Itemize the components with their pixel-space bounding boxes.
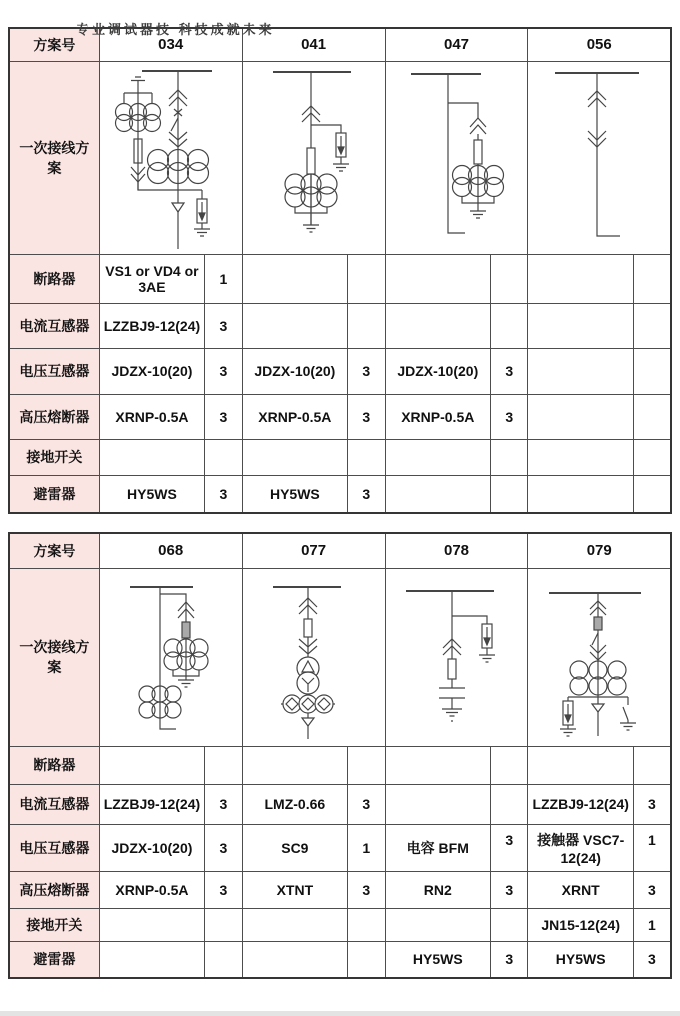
part-qty [348, 254, 386, 303]
part-qty [490, 439, 528, 475]
scheme-table-1 [8, 22, 672, 514]
part-qty: 3 [348, 394, 386, 439]
part-name [99, 746, 204, 784]
part-qty: 3 [205, 303, 243, 348]
part-qty [205, 439, 243, 475]
part-qty: 3 [205, 824, 243, 871]
part-qty: 3 [205, 394, 243, 439]
part-qty: 3 [490, 394, 528, 439]
part-name [242, 746, 347, 784]
part-name: SC9 [242, 824, 347, 871]
part-name [385, 475, 490, 513]
part-name [99, 908, 204, 941]
part-qty [490, 784, 528, 824]
part-name: XRNP-0.5A [99, 394, 204, 439]
part-qty: 3 [348, 784, 386, 824]
diagram-068 [100, 571, 241, 743]
part-qty [490, 303, 528, 348]
scheme-number-056: 056 [528, 28, 671, 61]
part-name [528, 439, 633, 475]
clipped-watermark-text: 专业调试器技 科技成就未来 [76, 22, 275, 37]
table-row-earth-switch [9, 908, 671, 941]
part-name [528, 303, 633, 348]
part-qty [490, 746, 528, 784]
part-qty [490, 908, 528, 941]
table-row-vt [9, 824, 671, 871]
part-qty: 3 [348, 348, 386, 394]
table-row-earth-switch [9, 439, 671, 475]
part-name: 电容 BFM [385, 824, 490, 871]
part-name: VS1 or VD4 or 3AE [99, 254, 204, 303]
row-label: 电流互感器 [9, 303, 99, 348]
part-name [528, 746, 633, 784]
part-name: LZZBJ9-12(24) [99, 303, 204, 348]
scheme-number-047: 047 [385, 28, 528, 61]
diagram-row [9, 568, 671, 746]
part-name [528, 394, 633, 439]
table-row-fuse [9, 871, 671, 908]
part-name [385, 254, 490, 303]
part-name: LMZ-0.66 [242, 784, 347, 824]
part-name: HY5WS [385, 941, 490, 978]
scheme-number-068: 068 [99, 533, 242, 568]
part-qty [205, 941, 243, 978]
diagram-047 [386, 63, 527, 253]
part-name [528, 348, 633, 394]
part-name [385, 303, 490, 348]
part-name: HY5WS [242, 475, 347, 513]
diagram-078 [386, 571, 527, 743]
part-qty: 3 [348, 475, 386, 513]
part-qty: 3 [348, 871, 386, 908]
part-qty [205, 908, 243, 941]
part-qty [633, 394, 671, 439]
part-qty: 1 [205, 254, 243, 303]
part-qty: 1 [348, 824, 386, 871]
table-row-ct [9, 303, 671, 348]
scheme-no-label: 方案号 [9, 28, 99, 61]
row-label: 电流互感器 [9, 784, 99, 824]
part-qty: 3 [633, 941, 671, 978]
part-name: JDZX-10(20) [99, 348, 204, 394]
part-name: HY5WS [99, 475, 204, 513]
part-qty [348, 439, 386, 475]
part-qty [205, 746, 243, 784]
scheme-number-041: 041 [242, 28, 385, 61]
part-qty [633, 303, 671, 348]
part-name [242, 908, 347, 941]
row-label: 断路器 [9, 254, 99, 303]
table-row-fuse [9, 394, 671, 439]
table-row-arrester [9, 475, 671, 513]
table-row-breaker [9, 746, 671, 784]
diagram-row [9, 61, 671, 254]
part-name [242, 439, 347, 475]
part-qty [633, 439, 671, 475]
part-qty [633, 254, 671, 303]
part-name [385, 746, 490, 784]
part-name [99, 439, 204, 475]
part-qty: 3 [490, 824, 528, 871]
part-qty [348, 746, 386, 784]
part-qty [348, 908, 386, 941]
scheme-no-label: 方案号 [9, 533, 99, 568]
part-name: HY5WS [528, 941, 633, 978]
table-row-breaker [9, 254, 671, 303]
part-qty: 3 [205, 871, 243, 908]
part-qty: 3 [633, 871, 671, 908]
part-qty [633, 746, 671, 784]
part-name [528, 475, 633, 513]
scheme-number-row [9, 533, 671, 568]
row-label: 避雷器 [9, 941, 99, 978]
part-qty [633, 348, 671, 394]
part-qty [490, 475, 528, 513]
diagram-041 [243, 63, 384, 253]
part-name [385, 908, 490, 941]
part-name [385, 439, 490, 475]
part-name [242, 254, 347, 303]
part-qty: 3 [205, 784, 243, 824]
diagram-056 [529, 63, 670, 253]
part-name: XRNT [528, 871, 633, 908]
table-row-vt [9, 348, 671, 394]
diagram-077 [243, 571, 384, 743]
part-name: JDZX-10(20) [242, 348, 347, 394]
diagram-label: 一次接线方案 [9, 61, 99, 254]
part-name: JDZX-10(20) [385, 348, 490, 394]
part-qty: 1 [633, 824, 671, 871]
part-name: XRNP-0.5A [99, 871, 204, 908]
part-name: 接触器 VSC7-12(24) [528, 824, 633, 871]
page-bottom-edge [0, 1011, 680, 1016]
row-label: 避雷器 [9, 475, 99, 513]
part-qty: 3 [205, 348, 243, 394]
part-name: JDZX-10(20) [99, 824, 204, 871]
part-name: JN15-12(24) [528, 908, 633, 941]
part-name: XRNP-0.5A [242, 394, 347, 439]
row-label: 断路器 [9, 746, 99, 784]
part-name: LZZBJ9-12(24) [99, 784, 204, 824]
part-name: XRNP-0.5A [385, 394, 490, 439]
table-row-ct [9, 784, 671, 824]
scheme-number-034: 034 [99, 28, 242, 61]
part-name: LZZBJ9-12(24) [528, 784, 633, 824]
scheme-number-079: 079 [528, 533, 671, 568]
part-name [99, 941, 204, 978]
row-label: 电压互感器 [9, 824, 99, 871]
part-qty: 3 [633, 784, 671, 824]
row-label: 电压互感器 [9, 348, 99, 394]
diagram-034 [100, 63, 241, 253]
part-qty: 3 [490, 941, 528, 978]
part-name [242, 303, 347, 348]
scheme-table-2 [8, 532, 672, 979]
part-name [385, 784, 490, 824]
part-name: XTNT [242, 871, 347, 908]
part-qty: 3 [490, 348, 528, 394]
scheme-number-078: 078 [385, 533, 528, 568]
diagram-079 [529, 571, 670, 743]
scheme-number-077: 077 [242, 533, 385, 568]
row-label: 接地开关 [9, 439, 99, 475]
part-name [242, 941, 347, 978]
row-label: 接地开关 [9, 908, 99, 941]
row-label: 高压熔断器 [9, 394, 99, 439]
part-qty [348, 303, 386, 348]
part-name [528, 254, 633, 303]
part-qty: 3 [490, 871, 528, 908]
part-qty: 3 [205, 475, 243, 513]
part-qty [490, 254, 528, 303]
part-name: RN2 [385, 871, 490, 908]
table-row-arrester [9, 941, 671, 978]
part-qty: 1 [633, 908, 671, 941]
part-qty [633, 475, 671, 513]
part-qty [348, 941, 386, 978]
diagram-label: 一次接线方案 [9, 568, 99, 746]
row-label: 高压熔断器 [9, 871, 99, 908]
